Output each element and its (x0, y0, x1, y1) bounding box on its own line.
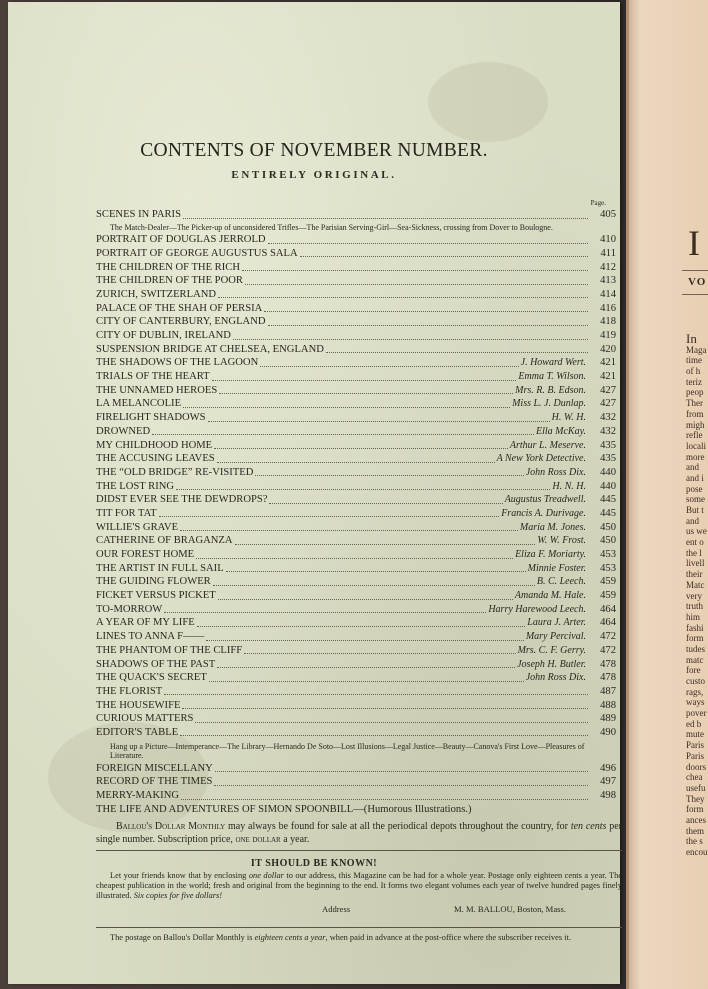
entry-description: Hang up a Picture—Intemperance—The Library—Hernando De Soto—Lost Illusions—Legal Justice—Beauty—Canova's First Love—Pleasures of Literature. (110, 741, 585, 761)
entry-title: THE QUACK'S SECRET (96, 672, 207, 684)
facing-page-line: them (686, 825, 704, 836)
entry-page-number: 489 (600, 713, 616, 725)
entry-author: Ella McKay. (536, 425, 586, 437)
dot-leader (219, 393, 513, 394)
toc-entry (96, 617, 616, 631)
facing-page (626, 0, 708, 989)
entry-title: FOREIGN MISCELLANY (96, 762, 213, 774)
toc-entry (96, 645, 616, 659)
notice-price: one dollar (248, 871, 284, 880)
entry-page-number: 432 (600, 425, 616, 437)
entry-author: H. W. H. (551, 412, 586, 424)
dot-leader (197, 626, 525, 627)
entry-title: SCENES IN PARIS (96, 209, 181, 220)
toc-entry (96, 604, 616, 618)
entry-page-number: 459 (600, 576, 616, 588)
facing-page-line: of h (686, 366, 701, 377)
dot-leader (255, 475, 524, 476)
entry-title: ZURICH, SWITZERLAND (96, 288, 217, 300)
toc-entry (96, 426, 616, 440)
sale-note (96, 821, 622, 846)
facing-page-line: pose (686, 483, 703, 494)
toc-entry (96, 412, 616, 426)
facing-page-rule (682, 294, 708, 295)
entry-author: Miss L. J. Dunlap. (512, 398, 586, 410)
facing-page-line: rags, (686, 686, 704, 697)
entry-title: MY CHILDHOOD HOME (96, 439, 213, 451)
address-label: Address (322, 904, 351, 914)
dot-leader (213, 585, 535, 586)
dot-leader (183, 218, 588, 219)
entry-title: PORTRAIT OF DOUGLAS JERROLD (96, 234, 266, 246)
toc-entry (96, 385, 616, 399)
notice-text: Let your friends know that by enclosing (110, 871, 249, 880)
postage-note (96, 933, 622, 943)
facing-page-header: VO (688, 276, 707, 288)
entry-title: FICKET VERSUS PICKET (96, 590, 216, 602)
entry-page-number: 405 (600, 209, 616, 220)
entry-page-number: 418 (600, 316, 616, 328)
toc-entry (96, 262, 616, 276)
toc-entry (96, 453, 616, 467)
facing-page-line: from (686, 408, 704, 419)
facing-page-line: the l (686, 547, 702, 558)
entry-title: RECORD OF THE TIMES (96, 776, 213, 788)
entry-title: THE LIFE AND ADVENTURES OF SIMON SPOONBILL—(Humorous Illustrations.) (96, 803, 472, 815)
entry-page-number: 412 (600, 261, 616, 273)
toc-entry (96, 535, 616, 549)
entry-page-number: 440 (600, 480, 616, 492)
facing-page-line: and (686, 462, 699, 473)
entry-title: THE UNNAMED HEROES (96, 384, 218, 396)
dot-leader (214, 448, 508, 449)
page-gutter (626, 0, 629, 989)
facing-page-line: livell (686, 558, 705, 569)
entry-page-number: 459 (600, 590, 616, 602)
toc-entry (96, 330, 616, 344)
dot-leader (260, 366, 519, 367)
facing-page-line: doors (686, 761, 706, 772)
dot-leader (226, 571, 526, 572)
entry-author: Emma T. Wilson. (518, 371, 586, 383)
facing-page-line: pover (686, 708, 707, 719)
toc-entry (96, 713, 616, 727)
toc-entry (96, 672, 616, 686)
toc-entry (96, 563, 616, 577)
dot-leader (233, 339, 588, 340)
dot-leader (152, 434, 534, 435)
toc-entry (96, 316, 616, 330)
entry-description: The Match-Dealer—The Picker-up of unconsidered Trifles—The Parisian Serving-Girl—Sea-Sickness, crossing from Dover to Boulogne. (110, 222, 553, 232)
entry-author: Mrs. R. B. Edson. (515, 384, 586, 396)
toc-entry (96, 209, 616, 223)
dot-leader (217, 667, 515, 668)
entry-author: A New York Detective. (496, 453, 586, 465)
contents-page (8, 2, 620, 984)
entry-author: Mary Percival. (525, 631, 586, 643)
facing-page-initial: I (688, 223, 700, 263)
facing-page-line: truth (686, 601, 703, 612)
entry-page-number: 445 (600, 494, 616, 506)
entry-title: PALACE OF THE SHAH OF PERSIA (96, 302, 263, 314)
entry-title: THE CHILDREN OF THE POOR (96, 275, 243, 287)
entry-page-number: 472 (600, 631, 616, 643)
dot-leader (195, 722, 588, 723)
postage-text: , when paid in advance at the post-office where the subscriber receives it. (325, 933, 571, 942)
table-of-contents (96, 209, 616, 817)
entry-page-number: 427 (600, 384, 616, 396)
entry-author: J. Howard Wert. (520, 357, 586, 369)
dot-leader (235, 544, 535, 545)
entry-page-number: 464 (600, 617, 616, 629)
toc-entry (96, 508, 616, 522)
toc-entry (96, 398, 616, 412)
entry-title: THE LOST RING (96, 480, 175, 492)
facing-page-line: usefu (686, 782, 706, 793)
entry-title: THE “OLD BRIDGE” RE-VISITED (96, 466, 254, 478)
toc-entry (96, 289, 616, 303)
dot-leader (245, 284, 588, 285)
facing-page-line: refle (686, 430, 703, 441)
entry-title: THE GUIDING FLOWER (96, 576, 211, 588)
entry-page-number: 411 (600, 247, 616, 259)
dot-leader (208, 421, 550, 422)
facing-page-line: some (686, 494, 705, 505)
facing-page-line: time (686, 355, 702, 366)
entry-page-number: 487 (600, 685, 616, 697)
facing-page-line: matc (686, 654, 704, 665)
facing-page-line: locali (686, 440, 706, 451)
entry-title: CATHERINE OF BRAGANZA (96, 535, 233, 547)
entry-title: THE SHADOWS OF THE LAGOON (96, 357, 259, 369)
dot-leader (180, 735, 588, 736)
facing-page-line: chea (686, 772, 703, 783)
entry-page-number: 419 (600, 330, 616, 341)
facing-page-line: They (686, 793, 705, 804)
entry-author: W. W. Frost. (537, 535, 586, 547)
entry-author: Eliza F. Moriarty. (515, 549, 586, 560)
facing-page-line: ances (686, 814, 706, 825)
entry-author: Amanda M. Hale. (514, 590, 586, 602)
facing-page-line: and (686, 515, 699, 526)
dot-leader (326, 352, 588, 353)
notice-body (96, 871, 622, 901)
facing-page-line: Paris (686, 750, 704, 761)
dot-leader (159, 516, 499, 517)
entry-author: Joseph H. Butler. (517, 658, 586, 670)
entry-title: DROWNED (96, 425, 151, 437)
dot-leader (218, 297, 588, 298)
entry-page-number: 488 (600, 699, 616, 711)
dot-leader (181, 799, 588, 800)
dot-leader (196, 558, 513, 559)
facing-page-line: In (686, 334, 697, 346)
toc-entry (96, 494, 616, 508)
dot-leader (182, 708, 588, 709)
toc-entry (96, 686, 616, 700)
entry-page-number: 490 (600, 726, 616, 738)
entry-author: H. N. H. (552, 480, 586, 492)
entry-title: THE PHANTOM OF THE CLIFF (96, 644, 243, 656)
entry-author: Maria M. Jones. (519, 521, 586, 533)
facing-page-line: ed b (686, 718, 702, 729)
dot-leader (214, 785, 588, 786)
toc-entry (96, 590, 616, 604)
facing-page-rule (682, 270, 708, 271)
entry-page-number: 464 (600, 603, 616, 615)
toc-entry (96, 357, 616, 371)
facing-page-line: peop (686, 387, 704, 398)
sale-note-text: a year. (280, 833, 310, 845)
dot-leader (268, 243, 588, 244)
toc-entry (96, 467, 616, 481)
facing-page-line: Matc (686, 579, 705, 590)
entry-author: Mrs. C. F. Gerry. (517, 644, 586, 656)
facing-page-line: him (686, 611, 701, 622)
entry-title: SUSPENSION BRIDGE AT CHELSEA, ENGLAND (96, 343, 324, 355)
entry-title: MERRY-MAKING (96, 790, 179, 801)
entry-title: THE HOUSEWIFE (96, 699, 181, 711)
entry-page-number: 450 (600, 535, 616, 547)
entry-page-number: 413 (600, 275, 616, 287)
entry-title: OUR FOREST HOME (96, 549, 195, 560)
sale-note-price-year: one dollar (235, 833, 281, 845)
dot-leader (269, 503, 503, 504)
dot-leader (264, 311, 588, 312)
entry-page-number: 453 (600, 549, 616, 560)
sale-note-price-single: ten cents (570, 821, 607, 832)
entry-title: A YEAR OF MY LIFE (96, 617, 195, 629)
entry-page-number: 420 (600, 343, 616, 355)
notice-heading: IT SHOULD BE KNOWN! (250, 858, 378, 869)
toc-entry (96, 549, 616, 563)
facing-page-line: fashi (686, 622, 704, 633)
entry-page-number: 414 (600, 288, 616, 300)
address-name: M. M. BALLOU, Boston, Mass. (454, 904, 566, 914)
entry-page-number: 421 (600, 357, 616, 369)
page-column-label: Page. (590, 199, 606, 207)
entry-title: THE FLORIST (96, 685, 163, 697)
entry-page-number: 416 (600, 302, 616, 314)
entry-page-number: 472 (600, 644, 616, 656)
entry-page-number: 427 (600, 398, 616, 410)
entry-title: CURIOUS MATTERS (96, 713, 194, 725)
facing-page-line: and i (686, 472, 704, 483)
toc-entry (96, 344, 616, 358)
entry-author: Minnie Foster. (527, 562, 586, 574)
postage-text: The postage on Ballou's Dollar Monthly is (110, 933, 255, 942)
entry-title: LA MELANCOLIE (96, 398, 182, 410)
entry-author: John Ross Dix. (525, 672, 586, 684)
toc-entry (96, 275, 616, 289)
facing-page-line: more (686, 451, 705, 462)
facing-page-line: migh (686, 419, 705, 430)
entry-title: THE ARTIST IN FULL SAIL (96, 562, 224, 574)
entry-title: TIT FOR TAT (96, 507, 157, 519)
dot-leader (244, 653, 516, 654)
toc-entry (96, 659, 616, 673)
facing-page-line: Ther (686, 398, 703, 409)
dot-leader (268, 325, 588, 326)
entry-author: Harry Harewood Leech. (488, 603, 586, 615)
toc-entry (96, 248, 616, 262)
entry-author: B. C. Leech. (536, 576, 586, 588)
sale-note-text: per single number. Subscription price, (96, 821, 622, 845)
entry-title: THE ACCUSING LEAVES (96, 453, 215, 465)
entry-page-number: 421 (600, 371, 616, 383)
toc-entry (96, 776, 616, 790)
facing-page-line: Maga (686, 344, 707, 355)
entry-page-number: 440 (600, 466, 616, 478)
entry-page-number: 450 (600, 521, 616, 533)
notice-text: to our address, this Magazine can be had for a whole year. Postage only eighteen cents a year. The cheapest publication in the world; fresh and original from the beginning to the end. It forms two elegant volumes each year of twelve hundred pages finely illustrated. (96, 871, 622, 900)
entry-title: CITY OF DUBLIN, IRELAND (96, 330, 231, 341)
toc-entry (96, 522, 616, 536)
entry-author: John Ross Dix. (525, 466, 586, 478)
entry-title: LINES TO ANNA F—— (96, 631, 205, 643)
dot-leader (176, 489, 550, 490)
postage-rate: eighteen cents a year (254, 933, 326, 942)
facing-page-line: custo (686, 676, 705, 686)
dot-leader (212, 380, 516, 381)
toc-entry (96, 790, 616, 804)
dot-leader (218, 599, 513, 600)
entry-title: WILLIE'S GRAVE (96, 521, 179, 533)
facing-page-line: form (686, 804, 704, 815)
entry-title: FIRELIGHT SHADOWS (96, 412, 206, 424)
toc-entry (96, 234, 616, 248)
entry-page-number: 435 (600, 439, 616, 451)
toc-entry (96, 303, 616, 317)
entry-page-number: 410 (600, 234, 616, 246)
toc-entry (96, 804, 616, 818)
divider (96, 927, 622, 928)
dot-leader (209, 681, 524, 682)
toc-entry (96, 576, 616, 590)
toc-entry (96, 371, 616, 385)
dot-leader (180, 530, 518, 531)
dot-leader (215, 771, 588, 772)
entry-title: TO-MORROW (96, 603, 163, 615)
entry-page-number: 432 (600, 412, 616, 424)
paper-stain (428, 62, 548, 142)
facing-page-line: us we (686, 526, 707, 537)
entry-title: TRIALS OF THE HEART (96, 371, 210, 383)
facing-page-line: encou (686, 847, 708, 857)
dot-leader (206, 640, 524, 641)
toc-entry (96, 481, 616, 495)
entry-title: PORTRAIT OF GEORGE AUGUSTUS SALA (96, 247, 298, 259)
entry-author: Francis A. Durivage. (501, 507, 586, 519)
facing-page-line: the s (686, 836, 703, 847)
dot-leader (164, 612, 486, 613)
entry-author: Arthur L. Meserve. (509, 439, 586, 451)
dot-leader (164, 694, 588, 695)
facing-page-line: But t (686, 505, 704, 515)
facing-page-line: mute (686, 729, 704, 740)
facing-page-line: ent o (686, 537, 704, 548)
facing-page-line: Paris (686, 740, 704, 751)
entry-page-number: 497 (600, 776, 616, 788)
page-title: CONTENTS OF NOVEMBER NUMBER. (140, 140, 488, 161)
entry-author: Laura J. Arter. (527, 617, 586, 629)
sale-note-text: may always be found for sale at all the periodical depots throughout the country, for (225, 821, 571, 832)
entry-page-number: 496 (600, 762, 616, 774)
toc-entry (96, 700, 616, 714)
facing-page-line: tudes (686, 643, 705, 654)
entry-page-number: 453 (600, 562, 616, 574)
page-subtitle: ENTIRELY ORIGINAL. (231, 169, 397, 181)
sale-note-lead: Ballou's Dollar Monthly (116, 821, 226, 832)
toc-entry (96, 631, 616, 645)
entry-title: THE CHILDREN OF THE RICH (96, 261, 240, 273)
dot-leader (217, 462, 495, 463)
facing-page-line: fore (686, 665, 701, 676)
facing-page-line: ways (686, 697, 705, 708)
notice-offer: Six copies for five dollars! (133, 891, 223, 900)
entry-title: SHADOWS OF THE PAST (96, 658, 216, 670)
toc-entry (96, 440, 616, 454)
dot-leader (242, 270, 588, 271)
entry-title: EDITOR'S TABLE (96, 726, 179, 738)
toc-entry (96, 763, 616, 777)
dot-leader (183, 407, 510, 408)
entry-page-number: 478 (600, 658, 616, 670)
toc-entry (96, 727, 616, 741)
entry-page-number: 445 (600, 507, 616, 519)
facing-page-line: their (686, 569, 703, 580)
entry-page-number: 478 (600, 672, 616, 684)
entry-page-number: 435 (600, 453, 616, 465)
facing-page-line: very (686, 590, 702, 601)
facing-page-text (686, 334, 708, 858)
facing-page-line: form (686, 633, 704, 644)
facing-page-line: teriz (686, 376, 702, 387)
entry-title: DIDST EVER SEE THE DEWDROPS? (96, 494, 268, 506)
dot-leader (300, 256, 588, 257)
entry-title: CITY OF CANTERBURY, ENGLAND (96, 316, 266, 328)
divider (96, 850, 622, 851)
entry-author: Augustus Treadwell. (504, 494, 586, 506)
entry-page-number: 498 (600, 790, 616, 801)
